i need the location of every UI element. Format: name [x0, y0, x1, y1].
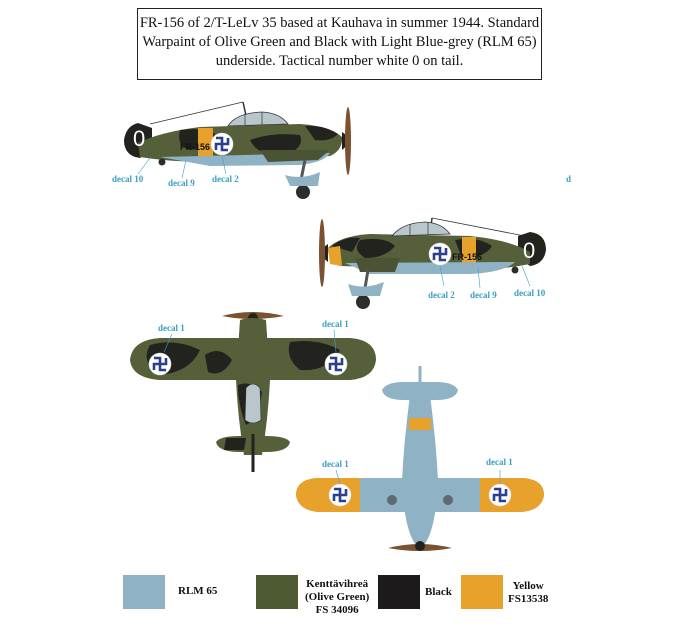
decal-1-label-top-right: decal 1 [322, 319, 349, 329]
decal-2-label-left: decal 2 [212, 174, 239, 184]
caption-line-1: FR-156 of 2/T-LeLv 35 based at Kauhava in summer 1944. Standard [139, 15, 540, 31]
caption-line-3: underside. Tactical number white 0 on tail. [215, 53, 464, 69]
wing-roundel-bottom-left [329, 484, 351, 506]
serial-right: FR-156 [452, 252, 483, 262]
decal-9-label-right: decal 9 [470, 290, 497, 300]
stray-decal-label: d [566, 174, 572, 184]
decal-1-label-bottom-left: decal 1 [322, 459, 349, 469]
decal-10-label-right: decal 10 [514, 288, 546, 298]
swatch-yellow [461, 575, 503, 609]
swatch-olive-green [256, 575, 298, 609]
bottom-view [296, 366, 544, 551]
swatch-black [378, 575, 420, 609]
caption-line-2: Warpaint of Olive Green and Black with Light Blue-grey (RLM 65) [142, 34, 537, 50]
fuselage-roundel-left [211, 133, 233, 155]
serial-left: FR-156 [180, 142, 211, 152]
right-side-profile [319, 218, 546, 309]
wing-roundel-bottom-right [489, 484, 511, 506]
decal-1-label-top-left: decal 1 [158, 323, 185, 333]
legend-olive-green-label: Kenttävihreä (Olive Green) FS 34096 [305, 578, 370, 616]
decal-1-label-bottom-right: decal 1 [486, 457, 513, 467]
fuselage-roundel-right [429, 243, 451, 265]
wing-roundel-top-left [149, 353, 171, 375]
decal-9-label-left: decal 9 [168, 178, 195, 188]
decal-2-label-right: decal 2 [428, 290, 455, 300]
tail-number-left: 0 [133, 126, 146, 151]
color-legend [0, 575, 680, 615]
legend-rlm65-label: RLM 65 [178, 585, 218, 597]
tail-number-right: 0 [523, 238, 536, 263]
legend-black-label: Black [425, 586, 452, 598]
top-view [130, 312, 376, 472]
wing-roundel-top-right [325, 353, 347, 375]
decal-10-label-left: decal 10 [112, 174, 144, 184]
swatch-rlm65 [123, 575, 165, 609]
left-side-profile [112, 102, 571, 199]
legend-yellow-label: Yellow FS13538 [508, 580, 549, 605]
